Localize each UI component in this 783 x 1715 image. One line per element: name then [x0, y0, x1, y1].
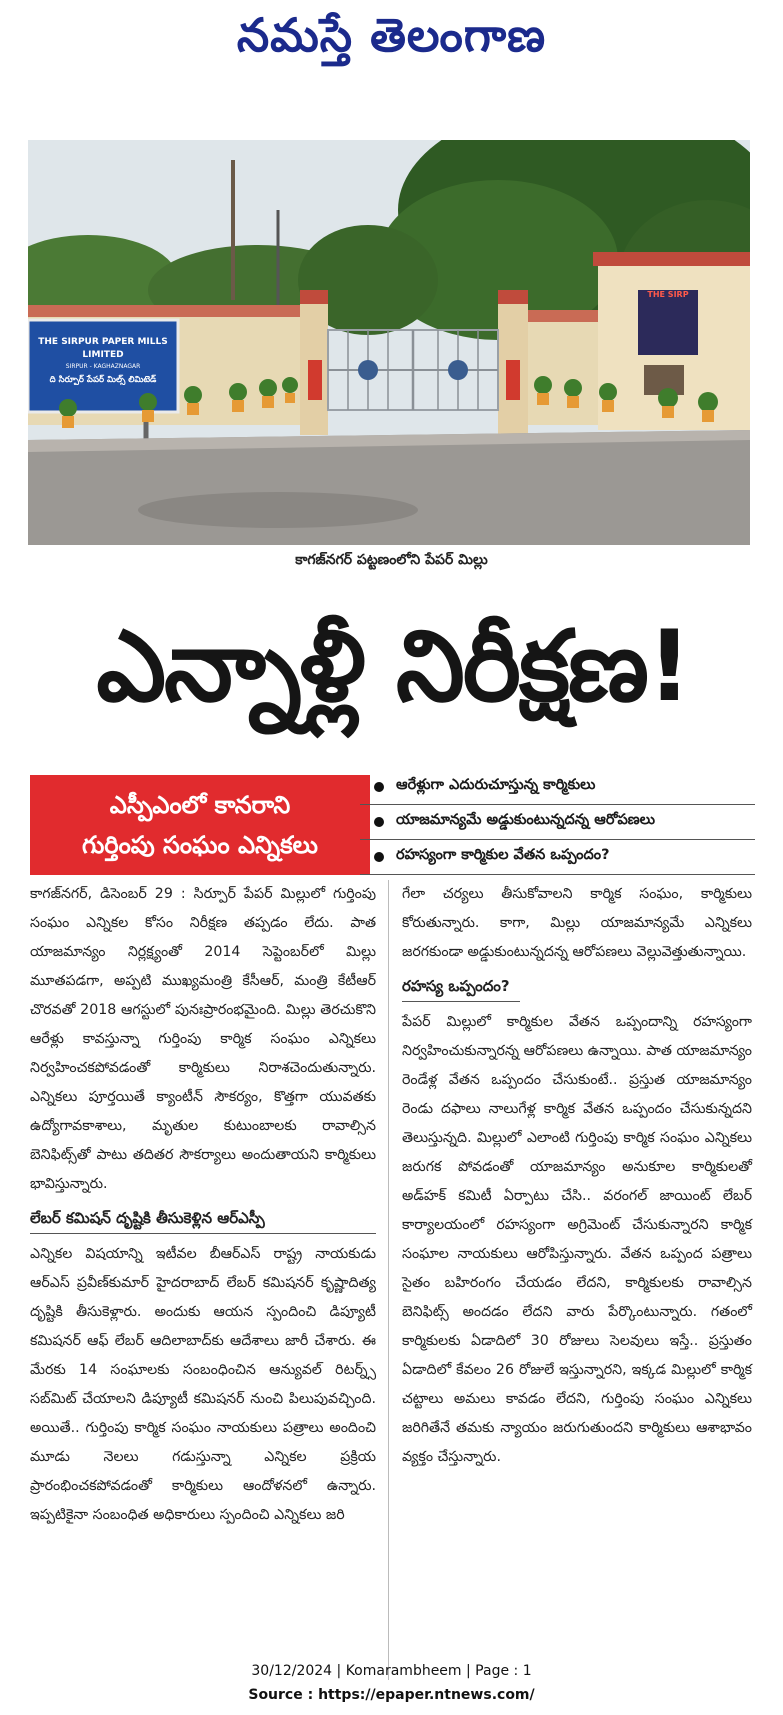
masthead: [0, 8, 783, 74]
article-paragraph-4: పేపర్ మిల్లులో కార్మికుల వేతన ఒప్పందాన్ని రహస్యంగా నిర్వహించుకున్నారన్న ఆరోపణలు ఉన్నాయి. పాత యాజమాన్యం రెండేళ్ల వేతన ఒప్పందం చేసుకుంటే.. ప్రస్తుత యాజమాన్యం రెండు దఫాలు నాలుగేళ్ల కార్మిక వేతన ఒప్పందం చేసుకున్నదని తెలుస్తున్నది. మిల్లులో ఎలాంటి గుర్తింపు కార్మిక సంఘం ఎన్నికలు జరుగక పోవడంతో యాజమాన్యం అనుకూల కార్మికులతో అడ్‌హక్ కమిటీ ఏర్పాటు చేసి.. వరంగల్ జాయింట్ లేబర్ కార్యాలయంలో రహస్యంగా అగ్రిమెంట్ చేసుకున్నారని కార్మిక సంఘాల నాయకులు ఆరోపిస్తున్నారు. వేతన ఒప్పంద పత్రాలు సైతం బహిరంగం చేయడం లేదని, కార్మికులకు రావాల్సిన బెనిఫిట్స్ అందడం లేదని వారు పేర్కొంటున్నారు. గతంలో కార్మికులకు ఏడాదిలో 30 రోజులు సెలవులు ఇస్తే.. ప్రస్తుతం ఏడాదిలో కేవలం 26 రోజులే ఇస్తున్నారని, ఇక్కడ మిల్లులో కార్మిక చట్టాలు అమలు కావడం లేదని, గుర్తింపు సంఘం ఎన్నికలు జరిగితేనే తమకు న్యాయం జరుగుతుందని కార్మికులు ఆశాభావం వ్యక్తం చేస్తున్నారు.: [402, 1014, 752, 1465]
bullet-text: రహస్యంగా కార్మికుల వేతన ఒప్పందం?: [396, 847, 610, 863]
bullet-text: యాజమాన్యమే అడ్డుకుంటున్నదన్న ఆరోపణలు: [396, 812, 656, 828]
highlight-bullets: [360, 770, 755, 875]
newspaper-title: నమస్తే తెలంగాణ: [236, 8, 547, 62]
notice-board-text: THE SIRP: [647, 290, 689, 299]
subheadline-line-1: ఎస్పీఎంలో కానరాని: [109, 791, 291, 819]
headline: ఎన్నాళ్లీ నిరీక్షణ!: [96, 610, 690, 724]
bullet-dot-icon: [374, 852, 384, 862]
article-paragraph-2: ఎన్నికల విషయాన్ని ఇటీవల బీఆర్‌ఎస్ రాష్ట్ర నాయకుడు ఆర్‌ఎస్ ప్రవీణ్‌కుమార్ హైదరాబాద్ లేబర్ కమిషనర్ కృష్ణాదిత్య దృష్టికి తీసుకెళ్లారు. అందుకు ఆయన స్పందించి డిప్యూటీ కమిషనర్ ఆఫ్ లేబర్ ఆదిలాబాద్‌కు ఆదేశాలు జారీ చేశారు. ఈ మేరకు 14 సంఘాలకు సంబంధించిన ఆన్యువల్ రిటర్న్స్ సబ్‌మిట్ చేయాలని డిప్యూటీ కమిషనర్ నుంచి పిలుపువచ్చింది. అయితే.. గుర్తింపు కార్మిక సంఘం నాయకులు పత్రాలు అందించి మూడు నెలలు గడుస్తున్నా ఎన్నికల ప్రక్రియ ప్రారంభించకపోవడంతో కార్మికులు ఆందోళనలో ఉన్నారు. ఇప్పటికైనా సంబంధిత అధికారులు స్పందించి ఎన్నికలు జరి: [30, 1246, 376, 1523]
subheadline-line-2: గుర్తింపు సంఘం ఎన్నికలు: [82, 831, 318, 859]
board-small-text: SIRPUR - KAGHAZNAGAR: [65, 363, 141, 370]
mill-name-board: [38, 336, 168, 388]
news-photo: [28, 140, 750, 545]
article-paragraph-3: గేలా చర్యలు తీసుకోవాలని కార్మిక సంఘం, కార్మికులు కోరుతున్నారు. కాగా, మిల్లు యాజమాన్యమే ఎన్నికలు జరగకుండా అడ్డుకుంటున్నదన్న ఆరోపణలు వెల్లువెత్తుతున్నాయి.: [402, 886, 752, 960]
board-english-name: THE SIRPUR PAPER MILLS LIMITED: [38, 337, 168, 360]
bullet-item: [360, 805, 755, 840]
photo-caption: కాగజ్‌నగర్ పట్టణంలోని పేపర్ మిల్లు: [295, 552, 488, 568]
bullet-item: [360, 840, 755, 875]
column-divider: [388, 880, 389, 1680]
footer-source: Source : https://epaper.ntnews.com/: [248, 1687, 535, 1703]
subheading-labour-commission: లేబర్ కమిషన్ దృష్టికి తీసుకెళ్లిన ఆర్‌ఎస్పీ: [30, 1203, 376, 1234]
board-telugu-name: ది సిర్పూర్ పేపర్ మిల్స్ లిమిటెడ్: [49, 375, 157, 385]
article-paragraph-1: కాగజ్‌నగర్, డిసెంబర్ 29 : సిర్పూర్ పేపర్ మిల్లులో గుర్తింపు సంఘం ఎన్నికల కోసం నిరీక్షణ తప్పడం లేదు. పాత యాజమాన్యం నిర్లక్ష్యంతో 2014 సెప్టెంబర్‌లో మిల్లు మూతపడగా, అప్పటి ముఖ్యమంత్రి కేసీఆర్, మంత్రి కేటీఆర్ చొరవతో 2018 ఆగస్టులో పునఃప్రారంభమైంది. మిల్లు తెరచుకొని ఆరేళ్లు కావస్తున్నా గుర్తింపు కార్మిక సంఘం ఎన్నికలు నిర్వహించకపోవడంతో కార్మికులు నిరాశచెందుతున్నారు. ఎన్నికలు పూర్తయితే క్యాంటీన్ సౌకర్యం, కొత్తగా యువతకు ఉద్యోగావకాశాలు, మృతుల కుటుంబాలకు రావాల్సిన బెనిఫిట్స్‌తో పాటు తదితర సౌకర్యాలు అందుతాయని కార్మికులు భావిస్తున్నారు.: [30, 886, 376, 1192]
subheadline-box: [30, 775, 370, 875]
bullet-dot-icon: [374, 817, 384, 827]
bullet-text: ఆరేళ్లుగా ఎదురుచూస్తున్న కార్మికులు: [396, 777, 596, 793]
bullet-dot-icon: [374, 782, 384, 792]
article-column-right: [402, 880, 752, 1472]
bullet-item: [360, 770, 755, 805]
footer-date-edition: 30/12/2024 | Komarambheem | Page : 1: [251, 1663, 532, 1679]
subheading-secret-agreement: రహస్య ఒప్పందం?: [402, 971, 520, 1002]
article-column-left: [30, 880, 376, 1530]
